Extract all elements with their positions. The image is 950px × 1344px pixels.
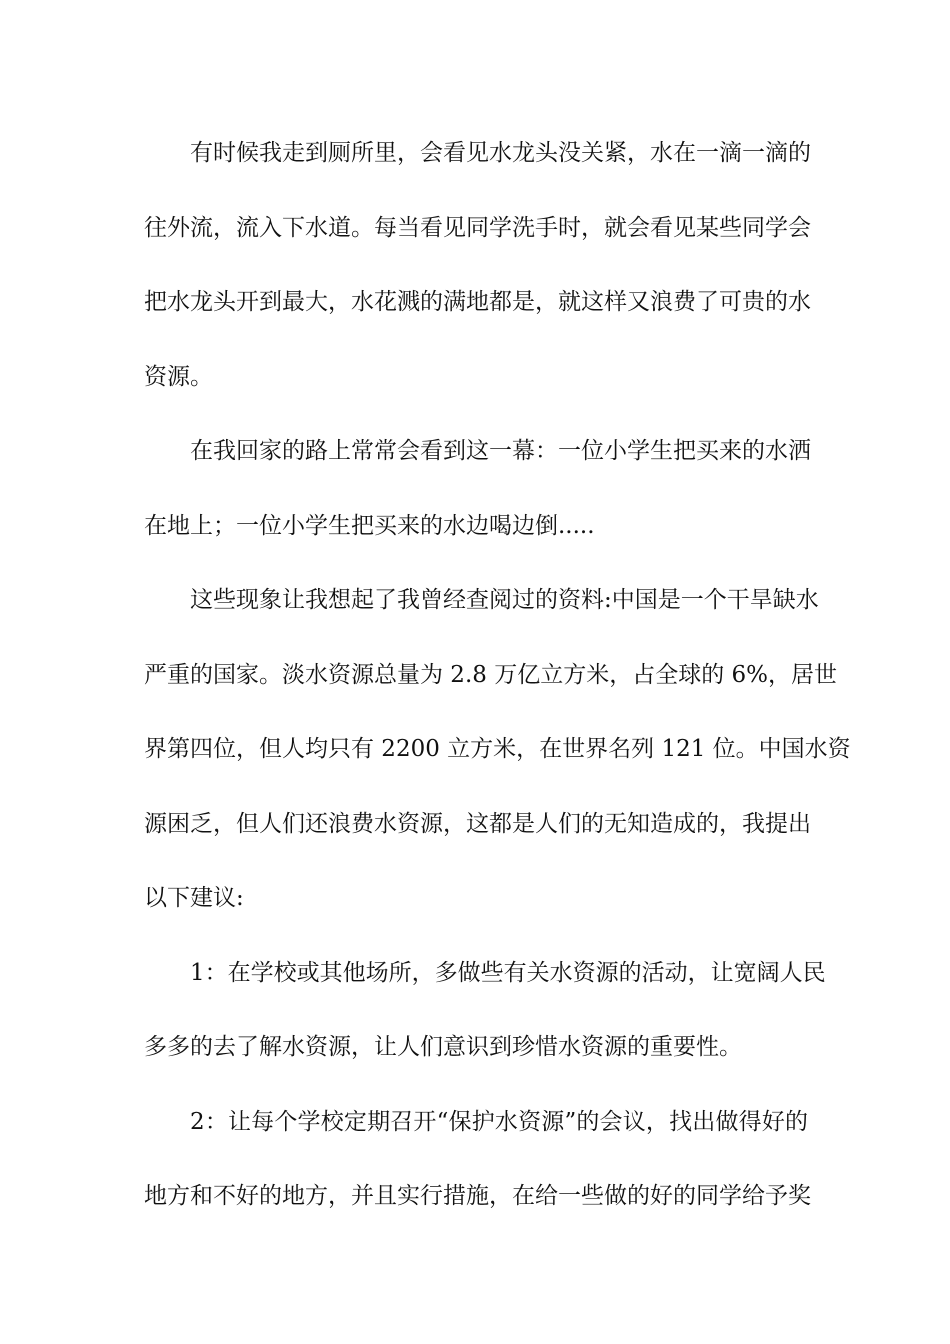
paragraph-2-line-1: 在我回家的路上常常会看到这一幕：一位小学生把买来的水洒	[190, 438, 811, 464]
paragraph-1-line-3: 把水龙头开到最大，水花溅的满地都是，就这样又浪费了可贵的水	[144, 289, 811, 315]
paragraph-4-line-2: 多多的去了解水资源，让人们意识到珍惜水资源的重要性。	[144, 1034, 742, 1060]
paragraph-3-line-2: 严重的国家。淡水资源总量为 2.8 万亿立方米，占全球的 6%，居世	[144, 661, 837, 688]
paragraph-3-line-4: 源困乏，但人们还浪费水资源，这都是人们的无知造成的，我提出	[144, 810, 811, 837]
paragraph-3-line-1: 这些现象让我想起了我曾经查阅过的资料:中国是一个干旱缺水	[190, 587, 819, 613]
paragraph-3-line-3: 界第四位，但人均只有 2200 立方米，在世界名列 121 位。中国水资	[144, 736, 851, 762]
paragraph-5-line-1: 2：让每个学校定期召开“保护水资源”的会议，找出做得好的	[190, 1108, 808, 1135]
paragraph-5-line-2: 地方和不好的地方，并且实行措施，在给一些做的好的同学给予奖	[144, 1183, 811, 1209]
paragraph-1-line-2: 往外流，流入下水道。每当看见同学洗手时，就会看见某些同学会	[144, 214, 811, 241]
paragraph-2-line-2: 在地上；一位小学生把买来的水边喝边倒.....	[144, 512, 595, 539]
paragraph-1-line-1: 有时候我走到厕所里，会看见水龙头没关紧，水在一滴一滴的	[190, 140, 811, 166]
paragraph-1-line-4: 资源。	[144, 363, 213, 390]
paragraph-3-line-5: 以下建议:	[144, 885, 244, 911]
paragraph-4-line-1: 1：在学校或其他场所，多做些有关水资源的活动，让宽阔人民	[190, 959, 826, 986]
body-text	[144, 131, 851, 1249]
